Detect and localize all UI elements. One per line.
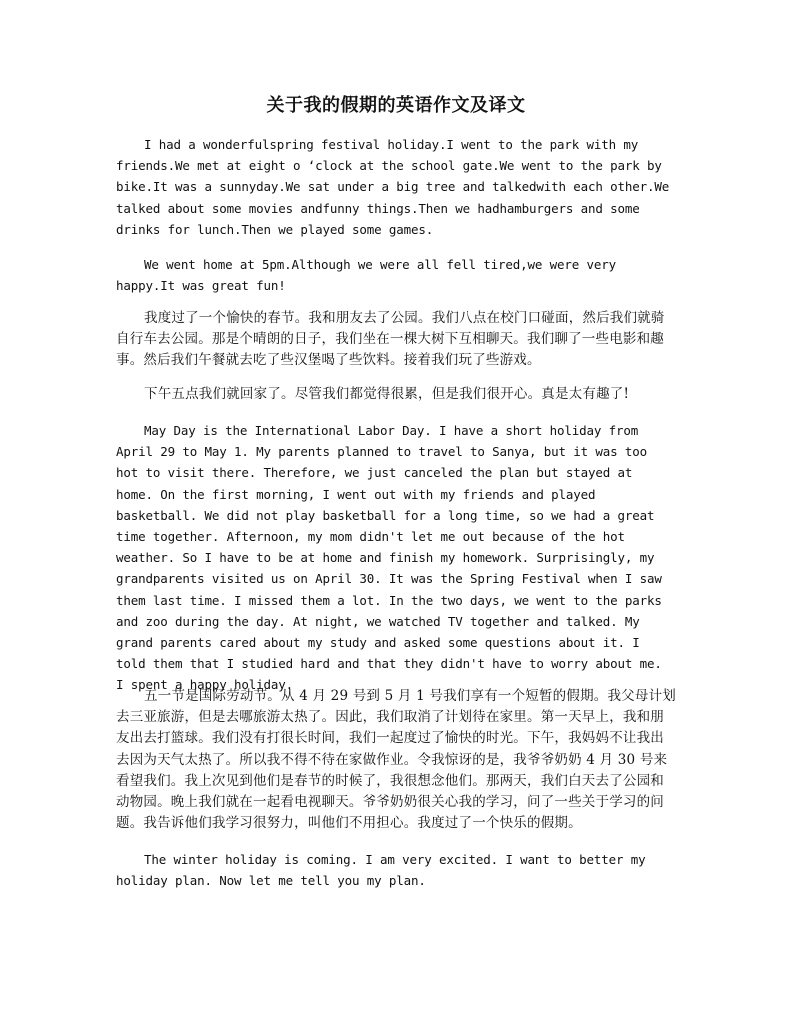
paragraph-chinese-spring-festival: 我度过了一个愉快的春节。我和朋友去了公园。我们八点在校门口碰面，然后我们就骑自行车去公园。那是个晴朗的日子，我们坐在一棵大树下互相聊天。我们聊了一些电影和趣事。然后我们午餐就去吃了些汉堡喝了些饮料。接着我们玩了些游戏。 [116, 310, 665, 369]
paragraph-english-went-home: We went home at 5pm.Although we were all fell tired,we were very happy.It was great fun! [116, 257, 617, 294]
paragraph-chinese-may-day: 五一节是国际劳动节。从 4 月 29 号到 5 月 1 号我们享有一个短暂的假期。我父母计划去三亚旅游，但是去哪旅游太热了。因此，我们取消了计划待在家里。第一天早上，我和朋友出去打篮球。我们没有打很长时间，我们一起度过了愉快的时光。下午，我妈妈不让我出去因为天气太热了。所以我不得不待在家做作业。令我惊讶的是，我爷爷奶奶 4 月 30 号来看望我们。我上次见到他们是春节的时候了，我很想念他们。那两天，我们白天去了公园和动物园。晚上我们就在一起看电视聊天。爷爷奶奶很关心我的学习，问了一些关于学习的问题。我告诉他们我学习很努力，叫他们不用担心。我度过了一个快乐的假期。 [116, 688, 676, 832]
paragraph-english-spring-festival: I had a wonderfulspring festival holiday.I went to the park with my friends.We met at eight o ‘clock at the school gate.We went to the park by bike.It was a sunnyday.We sat under a big tree and talkedwith each other.We talked about some movies andfunny things.Then we hadhamburgers and some drinks for lunch.Then we played some games. [116, 137, 670, 237]
paragraph-chinese-went-home: 下午五点我们就回家了。尽管我们都觉得很累，但是我们很开心。真是太有趣了! [144, 386, 630, 402]
document-title: 关于我的假期的英语作文及译文 [266, 95, 526, 116]
paragraph-english-may-day: May Day is the International Labor Day. I have a short holiday from April 29 to May 1. My parents planned to travel to Sanya, but it was too hot to visit there. Therefore, we just canceled the plan but stayed at home. On the first morning, I went out with my friends and played basketball. We did not play basketball for a long time, so we had a great time together. Afternoon, my mom didn't let me out because of the hot weather. So I have to be at home and finish my homework. Surprisingly, my grandparents visited us on April 30. It was the Spring Festival when I saw them last time. I missed them a lot. In the two days, we went to the parks and zoo during the day. At night, we watched TV together and talked. My grand parents cared about my study and asked some questions about it. I told them that I studied hard and that they didn't have to worry about me. I spent a happy holiday. [116, 423, 662, 693]
paragraph-english-winter-holiday: The winter holiday is coming. I am very excited. I want to better my holiday plan. Now let me tell you my plan. [116, 852, 646, 889]
